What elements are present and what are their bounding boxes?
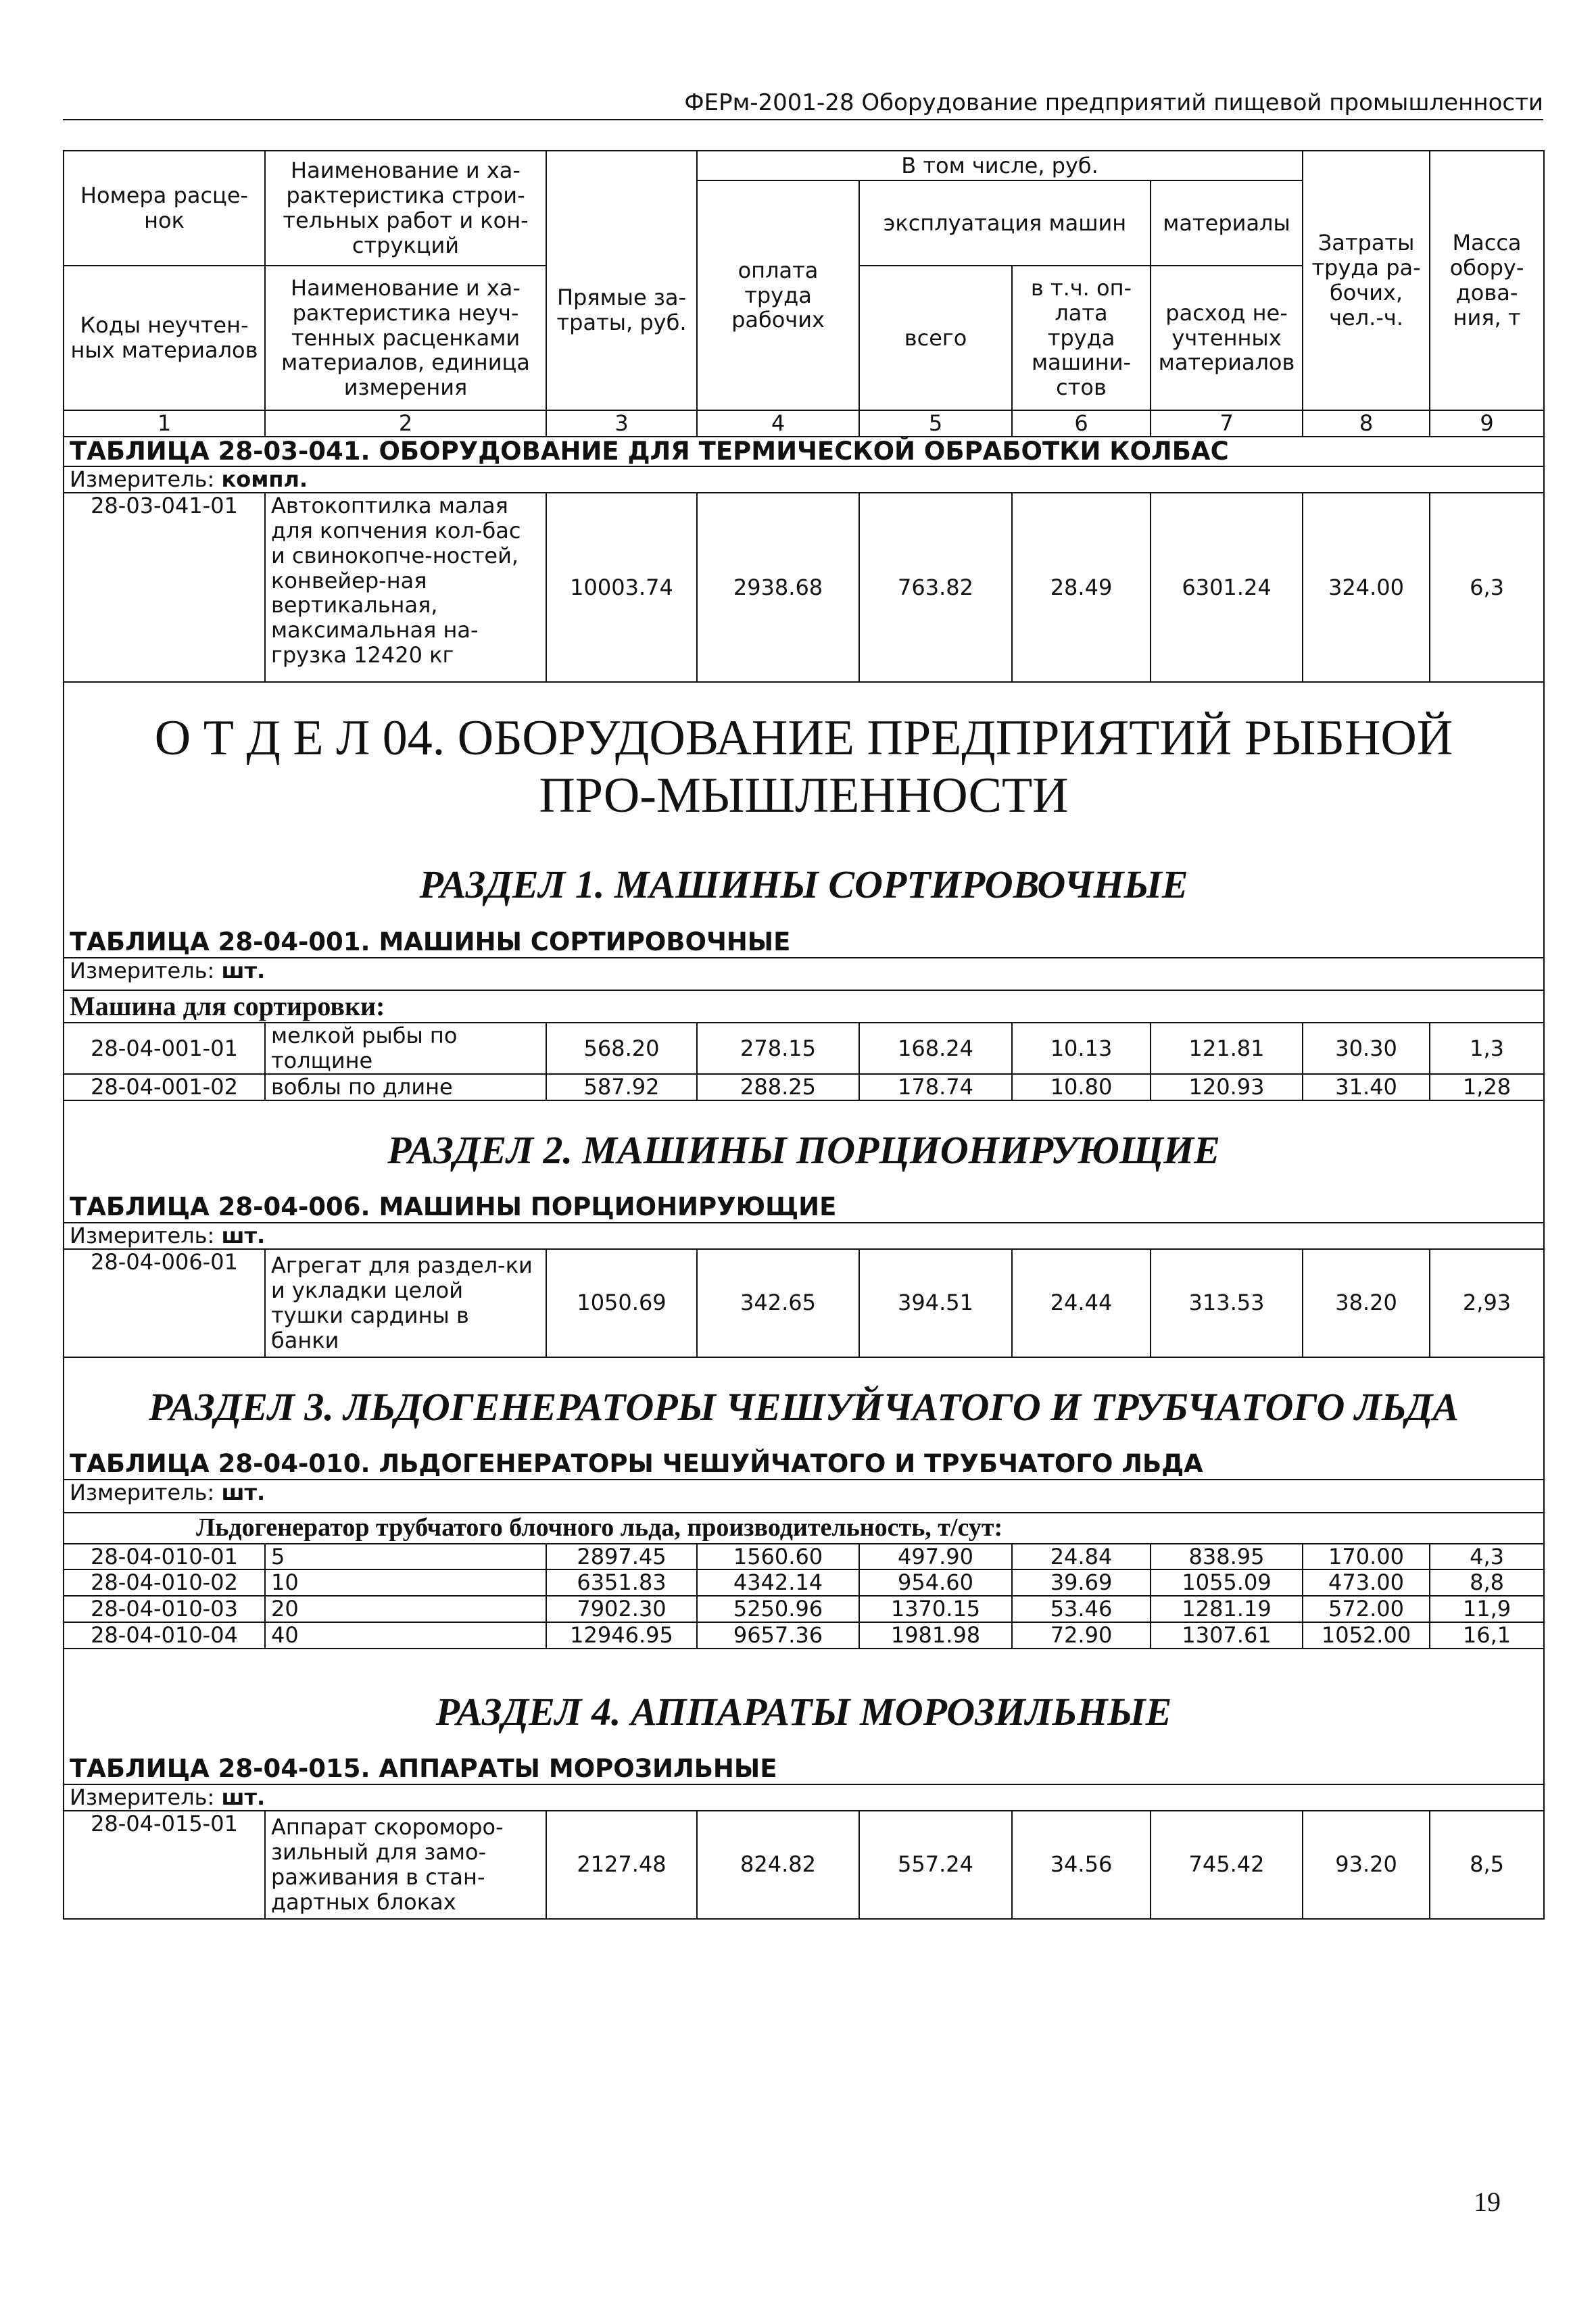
labor-costs-value: 324.00: [1303, 493, 1430, 682]
materials-value: 313.53: [1151, 1249, 1303, 1357]
direct-costs-value: 587.92: [546, 1074, 697, 1100]
machine-labor-value: 10.13: [1012, 1023, 1151, 1074]
col-number: 1: [64, 410, 265, 437]
col-mass: Масса обору-дова-ния, т: [1430, 151, 1544, 410]
mass-value: 16,1: [1430, 1622, 1544, 1649]
rate-code: 28-04-001-02: [64, 1074, 265, 1100]
labor-costs-value: 473.00: [1303, 1569, 1430, 1596]
section-razdel-2: [64, 1100, 1544, 1357]
col-materials-unaccounted: расход не-учтенных материалов: [1151, 266, 1303, 410]
machine-labor-value: 10.80: [1012, 1074, 1151, 1100]
rate-description: воблы по длине: [265, 1074, 546, 1100]
rate-code: 28-04-010-04: [64, 1622, 265, 1649]
measurer: [64, 1480, 1544, 1513]
labor-pay-value: 9657.36: [697, 1622, 859, 1649]
col-number: 9: [1430, 410, 1544, 437]
direct-costs-value: 7902.30: [546, 1596, 697, 1622]
machine-total-value: 394.51: [859, 1249, 1012, 1357]
mass-value: 8,8: [1430, 1569, 1544, 1596]
col-number: 3: [546, 410, 697, 437]
machine-labor-value: 24.84: [1012, 1544, 1151, 1570]
direct-costs-value: 10003.74: [546, 493, 697, 682]
table-title: ТАБЛИЦА 28-04-001. МАШИНЫ СОРТИРОВОЧНЫЕ: [64, 928, 1544, 958]
col-work-name: Наименование и ха-рактеристика строи-тельных работ и кон-струкций: [265, 151, 546, 266]
table-row: [64, 1811, 1544, 1919]
machine-total-value: 497.90: [859, 1544, 1012, 1570]
labor-costs-value: 93.20: [1303, 1811, 1430, 1919]
mass-value: 11,9: [1430, 1596, 1544, 1622]
col-number: 2: [265, 410, 546, 437]
direct-costs-value: 6351.83: [546, 1569, 697, 1596]
measurer-unit: компл.: [221, 466, 308, 493]
machine-total-value: 1370.15: [859, 1596, 1012, 1622]
col-material-name: Наименование и ха-рактеристика неуч-тенных расценками материалов, единица измерения: [265, 266, 546, 410]
table-row: [64, 493, 1544, 682]
direct-costs-value: 2897.45: [546, 1544, 697, 1570]
col-machine-labor: в т.ч. оп-лата труда машини-стов: [1012, 266, 1151, 410]
labor-costs-value: 572.00: [1303, 1596, 1430, 1622]
col-labor-costs: Затраты труда ра-бочих, чел.-ч.: [1303, 151, 1430, 410]
col-including: В том числе, руб.: [697, 151, 1303, 180]
razdel-heading: РАЗДЕЛ 4. АППАРАТЫ МОРОЗИЛЬНЫЕ: [64, 1649, 1544, 1755]
measurer-label: Измеритель:: [70, 466, 215, 493]
direct-costs-value: 12946.95: [546, 1622, 697, 1649]
rate-description: Автокоптилка малая для копчения кол-бас и свинокопче-ностей, конвейер-ная вертикальная, максимальная на-грузка 12420 кг: [265, 493, 546, 682]
mass-value: 2,93: [1430, 1249, 1544, 1357]
materials-value: 120.93: [1151, 1074, 1303, 1100]
materials-value: 838.95: [1151, 1544, 1303, 1570]
materials-value: 745.42: [1151, 1811, 1303, 1919]
table-title: ТАБЛИЦА 28-04-015. АППАРАТЫ МОРОЗИЛЬНЫЕ: [64, 1755, 1544, 1784]
razdel-heading: РАЗДЕЛ 1. МАШИНЫ СОРТИРОВОЧНЫЕ: [64, 835, 1544, 928]
labor-costs-value: 170.00: [1303, 1544, 1430, 1570]
razdel-heading: РАЗДЕЛ 2. МАШИНЫ ПОРЦИОНИРУЮЩИЕ: [64, 1100, 1544, 1194]
measurer-label: Измеритель:: [70, 1222, 215, 1248]
rate-code: 28-04-010-03: [64, 1596, 265, 1622]
labor-pay-value: 2938.68: [697, 493, 859, 682]
table-row: [64, 1249, 1544, 1357]
direct-costs-value: 568.20: [546, 1023, 697, 1074]
materials-value: 121.81: [1151, 1023, 1303, 1074]
col-materials: материалы: [1151, 180, 1303, 266]
labor-pay-value: 5250.96: [697, 1596, 859, 1622]
labor-pay-value: 824.82: [697, 1811, 859, 1919]
machine-labor-value: 34.56: [1012, 1811, 1151, 1919]
labor-pay-value: 1560.60: [697, 1544, 859, 1570]
materials-value: 1281.19: [1151, 1596, 1303, 1622]
labor-pay-value: 278.15: [697, 1023, 859, 1074]
group-caption: Машина для сортировки:: [64, 990, 1544, 1023]
machine-labor-value: 72.90: [1012, 1622, 1151, 1649]
otdel-heading: О Т Д Е Л 04. ОБОРУДОВАНИЕ ПРЕДПРИЯТИЙ РЫБНОЙ ПРО-МЫШЛЕННОСТИ: [64, 682, 1544, 835]
table-row: [64, 1622, 1544, 1649]
col-direct-costs: Прямые за-траты, руб.: [546, 151, 697, 410]
table-header: [64, 151, 1544, 437]
table-title: ТАБЛИЦА 28-03-041. ОБОРУДОВАНИЕ ДЛЯ ТЕРМИЧЕСКОЙ ОБРАБОТКИ КОЛБАС: [64, 437, 1544, 467]
col-machine-total: всего: [859, 266, 1012, 410]
materials-value: 1307.61: [1151, 1622, 1303, 1649]
mass-value: 1,28: [1430, 1074, 1544, 1100]
materials-value: 1055.09: [1151, 1569, 1303, 1596]
measurer-unit: шт.: [221, 1784, 266, 1810]
materials-value: 6301.24: [1151, 493, 1303, 682]
machine-labor-value: 28.49: [1012, 493, 1151, 682]
table-row: [64, 1569, 1544, 1596]
table-row: [64, 1544, 1544, 1570]
measurer-label: Измеритель:: [70, 1784, 215, 1810]
measurer-unit: шт.: [221, 1480, 266, 1506]
labor-pay-value: 342.65: [697, 1249, 859, 1357]
measurer: [64, 1223, 1544, 1249]
rate-description: 20: [265, 1596, 546, 1622]
measurer: [64, 466, 1544, 493]
measurer-unit: шт.: [221, 957, 266, 983]
labor-costs-value: 1052.00: [1303, 1622, 1430, 1649]
rate-code: 28-04-001-01: [64, 1023, 265, 1074]
col-codes: Коды неучтен-ных материалов: [64, 266, 265, 410]
machine-total-value: 178.74: [859, 1074, 1012, 1100]
table-row: [64, 1074, 1544, 1100]
machine-total-value: 557.24: [859, 1811, 1012, 1919]
mass-value: 6,3: [1430, 493, 1544, 682]
table-row: [64, 1023, 1544, 1074]
rate-description: 10: [265, 1569, 546, 1596]
page-header: ФЕРм-2001-28 Оборудование предприятий пищевой промышленности: [63, 88, 1543, 120]
direct-costs-value: 1050.69: [546, 1249, 697, 1357]
labor-pay-value: 288.25: [697, 1074, 859, 1100]
measurer-unit: шт.: [221, 1222, 266, 1248]
rate-code: 28-03-041-01: [64, 493, 265, 682]
machine-total-value: 763.82: [859, 493, 1012, 682]
table-title: ТАБЛИЦА 28-04-010. ЛЬДОГЕНЕРАТОРЫ ЧЕШУЙЧАТОГО И ТРУБЧАТОГО ЛЬДА: [64, 1450, 1544, 1480]
measurer: [64, 958, 1544, 991]
labor-costs-value: 31.40: [1303, 1074, 1430, 1100]
machine-total-value: 1981.98: [859, 1622, 1012, 1649]
machine-labor-value: 24.44: [1012, 1249, 1151, 1357]
section-razdel-3: [64, 1357, 1544, 1649]
col-number: 4: [697, 410, 859, 437]
mass-value: 4,3: [1430, 1544, 1544, 1570]
machine-labor-value: 53.46: [1012, 1596, 1151, 1622]
rates-table: [63, 150, 1545, 1920]
table-28-03-041: [64, 437, 1544, 682]
mass-value: 8,5: [1430, 1811, 1544, 1919]
labor-costs-value: 30.30: [1303, 1023, 1430, 1074]
rate-code: 28-04-015-01: [64, 1811, 265, 1919]
rate-description: мелкой рыбы по толщине: [265, 1023, 546, 1074]
col-number: 6: [1012, 410, 1151, 437]
measurer: [64, 1784, 1544, 1811]
column-numbers-row: [64, 410, 1544, 437]
labor-pay-value: 4342.14: [697, 1569, 859, 1596]
section-razdel-4: [64, 1649, 1544, 1919]
razdel-heading: РАЗДЕЛ 3. ЛЬДОГЕНЕРАТОРЫ ЧЕШУЙЧАТОГО И ТРУБЧАТОГО ЛЬДА: [64, 1357, 1544, 1451]
rate-description: 5: [265, 1544, 546, 1570]
direct-costs-value: 2127.48: [546, 1811, 697, 1919]
mass-value: 1,3: [1430, 1023, 1544, 1074]
col-number: 7: [1151, 410, 1303, 437]
rate-description: 40: [265, 1622, 546, 1649]
col-rate-numbers: Номера расце-нок: [64, 151, 265, 266]
table-row: [64, 1596, 1544, 1622]
section-otdel-04: [64, 682, 1544, 1100]
rate-code: 28-04-010-02: [64, 1569, 265, 1596]
table-title: ТАБЛИЦА 28-04-006. МАШИНЫ ПОРЦИОНИРУЮЩИЕ: [64, 1193, 1544, 1223]
measurer-label: Измеритель:: [70, 1480, 215, 1506]
rate-description: Агрегат для раздел-ки и укладки целой тушки сардины в банки: [265, 1249, 546, 1357]
col-number: 5: [859, 410, 1012, 437]
group-caption: Льдогенератор трубчатого блочного льда, производительность, т/сут:: [64, 1513, 1544, 1544]
rate-description: Аппарат скороморо-зильный для замо-раживания в стан-дартных блоках: [265, 1811, 546, 1919]
col-machine-op: эксплуатация машин: [859, 180, 1151, 266]
machine-total-value: 168.24: [859, 1023, 1012, 1074]
rate-code: 28-04-010-01: [64, 1544, 265, 1570]
page-number: 19: [1474, 2187, 1501, 2217]
rate-code: 28-04-006-01: [64, 1249, 265, 1357]
machine-total-value: 954.60: [859, 1569, 1012, 1596]
labor-costs-value: 38.20: [1303, 1249, 1430, 1357]
col-labor-pay: оплата труда рабочих: [697, 180, 859, 410]
col-number: 8: [1303, 410, 1430, 437]
measurer-label: Измеритель:: [70, 957, 215, 983]
machine-labor-value: 39.69: [1012, 1569, 1151, 1596]
